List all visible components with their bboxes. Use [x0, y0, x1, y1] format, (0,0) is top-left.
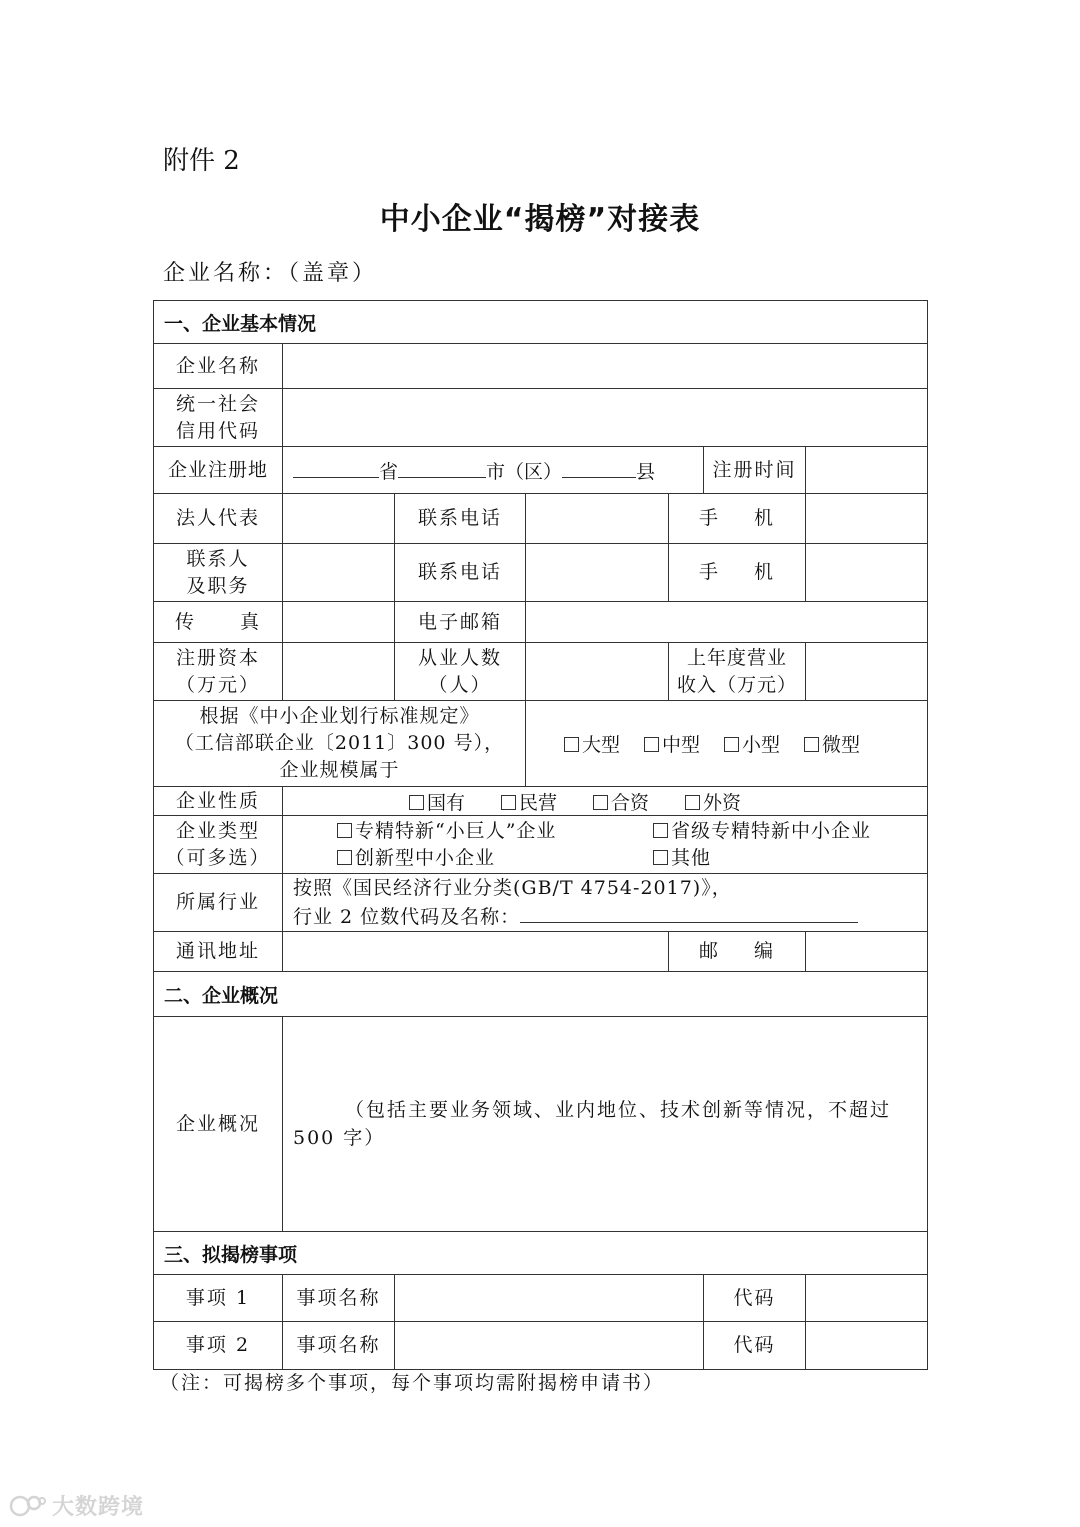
legal-rep-field[interactable] [283, 494, 395, 544]
address-label: 通讯地址 [154, 932, 283, 972]
watermark-logo-icon [8, 1493, 48, 1519]
email-field[interactable] [526, 602, 928, 643]
reg-time-field[interactable] [806, 447, 928, 494]
scale-option-medium[interactable]: 中型 [644, 734, 700, 756]
company-name-field[interactable] [283, 344, 928, 389]
industry-code-blank[interactable] [520, 902, 858, 923]
section-basic-info-heading: 一、企业基本情况 [154, 301, 928, 344]
item-2-name-field[interactable] [395, 1322, 704, 1370]
county-text: 县 [636, 460, 656, 483]
revenue-label-line2: 收入（万元） [676, 673, 797, 696]
item-1-name-label: 事项名称 [283, 1275, 395, 1322]
section-overview-heading: 二、企业概况 [154, 972, 928, 1017]
footnote: （注：可揭榜多个事项，每个事项均需附揭榜申请书） [160, 1372, 665, 1394]
reg-place-field[interactable] [283, 447, 704, 494]
watermark-text: 大数跨境 [52, 1495, 145, 1520]
item-1-label: 事项 1 [154, 1275, 283, 1322]
fax-field[interactable] [283, 602, 395, 643]
attachment-label: 附件 2 [163, 146, 240, 176]
city-text: 市（区） [486, 460, 563, 483]
industry-label: 所属行业 [154, 874, 283, 932]
postcode-field[interactable] [806, 932, 928, 972]
city-blank[interactable] [398, 457, 486, 478]
company-name-label: 企业名称 [154, 344, 283, 389]
legal-rep-label: 法人代表 [154, 494, 283, 544]
item-1-code-label: 代码 [704, 1275, 806, 1322]
checkbox-icon[interactable] [644, 737, 659, 752]
postcode-char-1: 邮 [698, 940, 720, 962]
item-2-code-field[interactable] [806, 1322, 928, 1370]
type-options [283, 816, 928, 874]
checkbox-icon[interactable] [653, 823, 668, 838]
checkbox-icon[interactable] [685, 795, 700, 810]
fax-char-2: 真 [240, 610, 262, 633]
nature-option-private[interactable]: 民营 [501, 792, 557, 814]
industry-field [283, 874, 928, 932]
credit-code-label-line1: 统一社会 [175, 392, 260, 415]
section-items-heading: 三、拟揭榜事项 [154, 1232, 928, 1275]
legal-phone-label: 联系电话 [395, 494, 526, 544]
type-option-provincial[interactable]: 省级专精特新中小企业 [653, 818, 871, 845]
type-option-little-giant[interactable]: 专精特新“小巨人”企业 [283, 818, 653, 845]
item-1-name-field[interactable] [395, 1275, 704, 1322]
revenue-field[interactable] [806, 643, 928, 701]
mobile-char-2: 机 [754, 507, 776, 529]
nature-option-state[interactable]: 国有 [409, 792, 465, 814]
checkbox-icon[interactable] [564, 737, 579, 752]
scale-option-small[interactable]: 小型 [724, 734, 780, 756]
contact-mobile-label [669, 544, 806, 602]
checkbox-icon[interactable] [593, 795, 608, 810]
employees-label [395, 643, 526, 701]
overview-label: 企业概况 [154, 1017, 283, 1232]
scale-label [154, 701, 526, 787]
scale-options [526, 701, 928, 787]
contact-phone-label: 联系电话 [395, 544, 526, 602]
contact-field[interactable] [283, 544, 395, 602]
contact-mobile-field[interactable] [806, 544, 928, 602]
checkbox-icon[interactable] [501, 795, 516, 810]
type-label-line1: 企业类型 [175, 819, 260, 842]
address-field[interactable] [283, 932, 669, 972]
province-blank[interactable] [293, 457, 379, 478]
scale-label-line2: （工信部联企业〔2011〕300 号）， [174, 732, 505, 754]
nature-options [283, 787, 928, 816]
contact-phone-field[interactable] [526, 544, 669, 602]
scale-option-micro[interactable]: 微型 [804, 734, 860, 756]
industry-text-line2: 行业 2 位数代码及名称： [293, 905, 521, 928]
nature-option-foreign[interactable]: 外资 [685, 792, 741, 814]
checkbox-icon[interactable] [409, 795, 424, 810]
employees-label-line1: 从业人数 [417, 646, 502, 669]
mobile-char-1: 手 [698, 507, 720, 529]
scale-option-large[interactable]: 大型 [564, 734, 620, 756]
employees-field[interactable] [526, 643, 669, 701]
postcode-label [669, 932, 806, 972]
type-option-innovative[interactable]: 创新型中小企业 [283, 845, 653, 872]
revenue-label [669, 643, 806, 701]
postcode-char-2: 编 [754, 940, 776, 962]
legal-mobile-label [669, 494, 806, 544]
revenue-label-line1: 上年度营业 [686, 646, 787, 669]
capital-label-line1: 注册资本 [175, 646, 260, 669]
type-label [154, 816, 283, 874]
item-2-label: 事项 2 [154, 1322, 283, 1370]
type-option-other[interactable]: 其他 [653, 845, 711, 872]
checkbox-icon[interactable] [337, 823, 352, 838]
overview-field[interactable] [283, 1017, 928, 1232]
email-label: 电子邮箱 [395, 602, 526, 643]
overview-hint-line2: 500 字） [293, 1127, 386, 1149]
employees-label-line2: （人） [428, 673, 492, 696]
credit-code-label [154, 389, 283, 447]
county-blank[interactable] [562, 457, 636, 478]
reg-time-label: 注册时间 [704, 447, 806, 494]
fax-char-1: 传 [174, 610, 196, 633]
mobile-char-2: 机 [754, 561, 776, 583]
fax-label [154, 602, 283, 643]
company-seal-line: 企业名称：（盖章） [163, 261, 378, 286]
document-title: 中小企业“揭榜”对接表 [379, 202, 701, 237]
item-2-name-label: 事项名称 [283, 1322, 395, 1370]
checkbox-icon[interactable] [337, 850, 352, 865]
contact-label-line1: 联系人 [186, 547, 250, 570]
credit-code-label-line2: 信用代码 [175, 419, 260, 442]
reg-place-label: 企业注册地 [154, 447, 283, 494]
checkbox-icon[interactable] [724, 737, 739, 752]
matching-form-table [153, 300, 928, 1370]
province-text: 省 [379, 460, 399, 483]
nature-option-joint[interactable]: 合资 [593, 792, 649, 814]
nature-label: 企业性质 [154, 787, 283, 816]
checkbox-icon[interactable] [804, 737, 819, 752]
type-label-line2: （可多选） [165, 846, 271, 869]
item-1-code-field[interactable] [806, 1275, 928, 1322]
industry-text-line1: 按照《国民经济行业分类(GB/T 4754-2017)》， [293, 876, 732, 899]
scale-label-line1: 根据《中小企业划行标准规定》 [199, 705, 480, 727]
capital-label [154, 643, 283, 701]
watermark [8, 1490, 144, 1521]
capital-field[interactable] [283, 643, 395, 701]
contact-label [154, 544, 283, 602]
item-2-code-label: 代码 [704, 1322, 806, 1370]
capital-label-line2: （万元） [175, 673, 260, 696]
legal-mobile-field[interactable] [806, 494, 928, 544]
mobile-char-1: 手 [698, 561, 720, 583]
credit-code-field[interactable] [283, 389, 928, 447]
overview-hint-line1: （包括主要业务领域、业内地位、技术创新等情况，不超过 [345, 1099, 892, 1121]
contact-label-line2: 及职务 [186, 574, 250, 597]
legal-phone-field[interactable] [526, 494, 669, 544]
checkbox-icon[interactable] [653, 850, 668, 865]
scale-label-line3: 企业规模属于 [279, 759, 400, 781]
